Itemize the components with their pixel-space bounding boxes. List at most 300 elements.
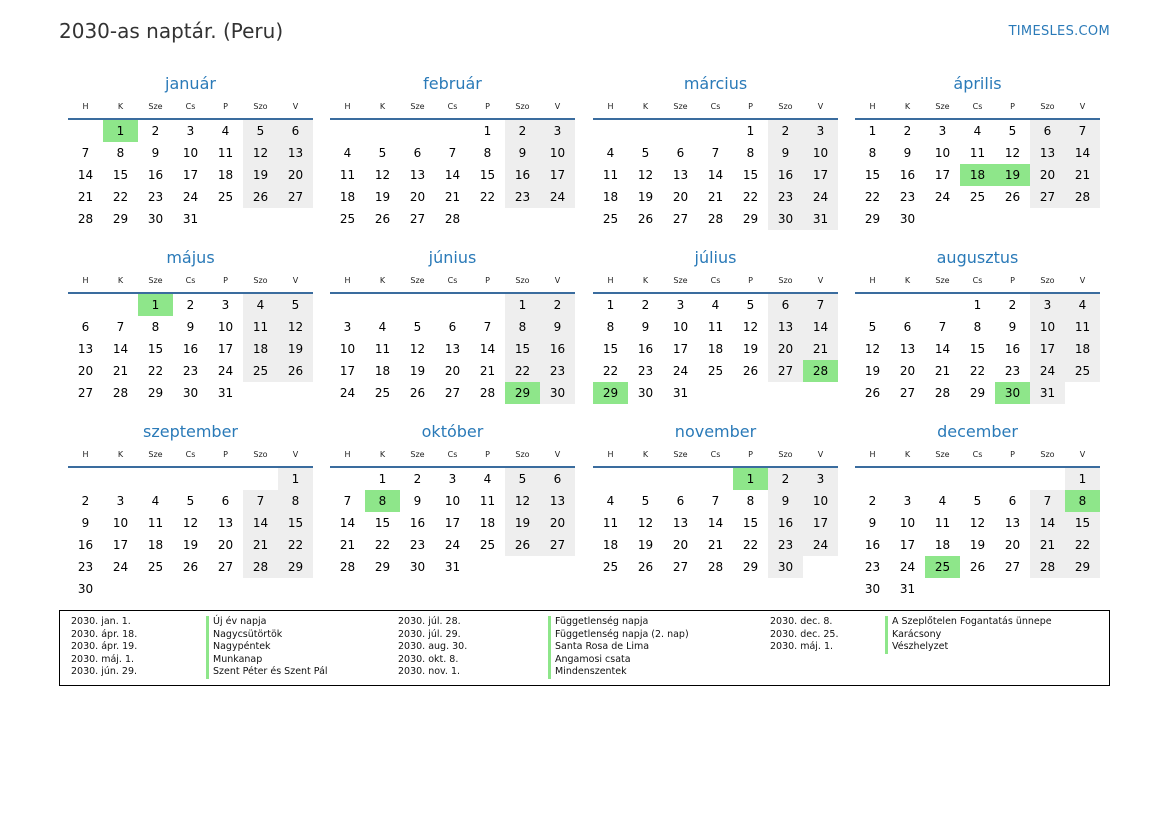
day-cell: 6 (903, 320, 912, 334)
legend-holiday-name: Vészhelyzet (885, 641, 1052, 654)
day-cell: 31 (1030, 382, 1065, 404)
day-cell: 18 (602, 190, 619, 204)
day-cell: 25 (602, 560, 619, 574)
legend-date: 2030. okt. 8. (398, 653, 459, 665)
day-cell: 13 (672, 516, 689, 530)
weekday-label: K (904, 450, 911, 459)
weekday-label: V (554, 102, 561, 111)
day-cell: 1 (973, 298, 982, 312)
month-name: február (423, 74, 482, 93)
day-cell: 10 (444, 494, 461, 508)
day-cell: 22 (1065, 534, 1100, 556)
day-cell: 13 (768, 316, 803, 338)
day-cell: 9 (868, 516, 877, 530)
day-cell: 11 (707, 320, 724, 334)
day-cell: 24 (899, 560, 916, 574)
empty-cell (925, 468, 960, 490)
legend-holiday-name: Karácsony (885, 629, 1052, 642)
day-cell: 26 (409, 386, 426, 400)
day-cell: 1 (278, 468, 313, 490)
day-cell: 2 (413, 472, 422, 486)
legend-dates-col-1 (71, 616, 137, 679)
weekday-label: Szo (778, 450, 793, 459)
day-cell: 24 (803, 186, 838, 208)
weekday-label: V (817, 102, 824, 111)
day-cell: 26 (505, 534, 540, 556)
day-cell: 23 (540, 360, 575, 382)
day-cell: 20 (217, 538, 234, 552)
day-cell: 14 (934, 342, 951, 356)
brand-link[interactable]: TIMESLES.COM (1008, 24, 1110, 39)
empty-cell (173, 468, 208, 490)
day-cell: 17 (339, 364, 356, 378)
weekday-label: Szo (1040, 450, 1055, 459)
day-cell: 26 (969, 560, 986, 574)
day-cell: 17 (540, 164, 575, 186)
day-grid (330, 468, 575, 578)
day-cell: 20 (1030, 164, 1065, 186)
day-cell: 30 (147, 212, 164, 226)
day-cell: 16 (182, 342, 199, 356)
day-cell: 7 (1065, 120, 1100, 142)
month-12 (855, 421, 1100, 600)
empty-cell (1030, 468, 1065, 490)
day-cell: 29 (112, 212, 129, 226)
weekday-header (855, 96, 1100, 120)
weekday-label: Sze (935, 102, 950, 111)
day-cell: 1 (606, 298, 615, 312)
day-cell: 17 (899, 538, 916, 552)
day-cell: 12 (864, 342, 881, 356)
day-cell: 27 (540, 534, 575, 556)
day-cell: 16 (540, 338, 575, 360)
day-cell: 13 (672, 168, 689, 182)
day-cell: 25 (147, 560, 164, 574)
day-cell: 3 (116, 494, 125, 508)
day-cell: 7 (81, 146, 90, 160)
day-cell: 25 (969, 190, 986, 204)
weekday-label: Szo (253, 276, 268, 285)
day-cell: 18 (217, 168, 234, 182)
day-cell: 6 (768, 294, 803, 316)
weekday-label: Szo (515, 450, 530, 459)
day-cell: 10 (934, 146, 951, 160)
day-cell: 6 (448, 320, 457, 334)
day-cell: 17 (672, 342, 689, 356)
day-cell: 3 (903, 494, 912, 508)
day-cell: 4 (973, 124, 982, 138)
weekday-label: Sze (673, 276, 688, 285)
day-cell: 28 (707, 212, 724, 226)
day-cell: 27 (1004, 560, 1021, 574)
day-cell: 5 (186, 494, 195, 508)
day-cell: 7 (448, 146, 457, 160)
legend-names-col-3 (885, 616, 1052, 654)
day-cell: 27 (899, 386, 916, 400)
weekday-label: P (223, 102, 228, 111)
day-cell: 27 (409, 212, 426, 226)
day-cell: 5 (378, 146, 387, 160)
day-cell: 27 (278, 186, 313, 208)
day-cell: 10 (217, 320, 234, 334)
day-cell: 24 (112, 560, 129, 574)
day-cell: 6 (413, 146, 422, 160)
day-cell: 11 (602, 168, 619, 182)
weekday-label: K (642, 450, 649, 459)
day-cell: 20 (278, 164, 313, 186)
day-cell: 10 (672, 320, 689, 334)
day-cell: 19 (969, 538, 986, 552)
weekday-label: Szo (515, 102, 530, 111)
weekday-label: K (117, 450, 124, 459)
day-cell: 8 (746, 146, 755, 160)
day-cell: 9 (505, 142, 540, 164)
day-cell: 25 (374, 386, 391, 400)
day-cell: 10 (803, 142, 838, 164)
day-cell: 26 (374, 212, 391, 226)
weekday-label: P (485, 450, 490, 459)
day-cell: 15 (742, 168, 759, 182)
day-cell: 24 (182, 190, 199, 204)
month-5 (68, 247, 313, 404)
day-cell: 5 (505, 468, 540, 490)
day-cell: 22 (864, 190, 881, 204)
day-cell: 7 (343, 494, 352, 508)
holiday-day-cell: 1 (138, 294, 173, 316)
legend-date: 2030. máj. 1. (71, 653, 135, 665)
day-cell: 4 (711, 298, 720, 312)
day-cell: 18 (1065, 338, 1100, 360)
day-cell: 1 (378, 472, 387, 486)
day-cell: 15 (742, 516, 759, 530)
weekday-label: K (379, 102, 386, 111)
day-cell: 7 (243, 490, 278, 512)
day-grid (593, 468, 838, 578)
holiday-day-cell: 8 (365, 490, 400, 512)
day-cell: 17 (182, 168, 199, 182)
weekday-label: Sze (148, 276, 163, 285)
day-cell: 10 (1030, 316, 1065, 338)
holiday-day-cell: 18 (960, 164, 995, 186)
weekday-header (68, 270, 313, 294)
day-cell: 22 (969, 364, 986, 378)
weekday-label: P (223, 450, 228, 459)
legend-date: 2030. ápr. 19. (71, 641, 138, 653)
day-cell: 6 (221, 494, 230, 508)
day-cell: 18 (479, 516, 496, 530)
day-cell: 7 (116, 320, 125, 334)
weekday-label: V (292, 102, 299, 111)
empty-cell (400, 294, 435, 316)
holiday-day-cell: 1 (103, 120, 138, 142)
day-cell: 23 (77, 560, 94, 574)
day-cell: 29 (969, 386, 986, 400)
month-8 (855, 247, 1100, 404)
day-cell: 25 (243, 360, 278, 382)
day-cell: 7 (803, 294, 838, 316)
day-cell: 3 (186, 124, 195, 138)
day-cell: 28 (479, 386, 496, 400)
empty-cell (68, 120, 103, 142)
day-cell: 11 (969, 146, 986, 160)
day-cell: 4 (606, 146, 615, 160)
legend-date: 2030. jan. 1. (71, 616, 131, 627)
day-cell: 28 (339, 560, 356, 574)
day-cell: 21 (339, 538, 356, 552)
day-cell: 12 (409, 342, 426, 356)
weekday-label: Sze (673, 102, 688, 111)
day-cell: 14 (243, 512, 278, 534)
weekday-label: P (1010, 450, 1015, 459)
day-cell: 31 (803, 208, 838, 230)
day-cell: 13 (540, 490, 575, 512)
empty-cell (698, 468, 733, 490)
holiday-day-cell: 28 (803, 360, 838, 382)
weekday-label: V (554, 450, 561, 459)
day-cell: 17 (112, 538, 129, 552)
weekday-label: Cs (972, 450, 983, 459)
day-cell: 19 (409, 364, 426, 378)
day-cell: 18 (243, 338, 278, 360)
day-cell: 28 (707, 560, 724, 574)
day-cell: 22 (742, 190, 759, 204)
day-cell: 14 (1065, 142, 1100, 164)
empty-cell (890, 294, 925, 316)
day-cell: 6 (540, 468, 575, 490)
day-cell: 23 (768, 186, 803, 208)
day-cell: 23 (505, 186, 540, 208)
day-cell: 11 (217, 146, 234, 160)
holiday-day-cell: 8 (1065, 490, 1100, 512)
empty-cell (593, 120, 628, 142)
day-cell: 19 (374, 190, 391, 204)
day-cell: 16 (505, 164, 540, 186)
day-cell: 12 (278, 316, 313, 338)
day-cell: 25 (339, 212, 356, 226)
day-cell: 22 (479, 190, 496, 204)
day-cell: 26 (742, 364, 759, 378)
day-cell: 8 (973, 320, 982, 334)
day-cell: 10 (899, 516, 916, 530)
weekday-label: V (554, 276, 561, 285)
empty-cell (330, 468, 365, 490)
day-cell: 19 (742, 342, 759, 356)
day-cell: 16 (768, 164, 803, 186)
weekday-label: H (344, 450, 351, 459)
day-cell: 29 (147, 386, 164, 400)
weekday-label: V (817, 276, 824, 285)
month-6 (330, 247, 575, 404)
day-cell: 9 (768, 142, 803, 164)
legend-date: 2030. jún. 29. (71, 666, 138, 678)
day-cell: 26 (864, 386, 881, 400)
empty-cell (890, 468, 925, 490)
day-cell: 18 (707, 342, 724, 356)
day-cell: 5 (641, 146, 650, 160)
day-grid (593, 120, 838, 230)
day-cell: 14 (479, 342, 496, 356)
day-cell: 29 (864, 212, 881, 226)
empty-cell (103, 468, 138, 490)
day-cell: 17 (217, 342, 234, 356)
day-cell: 26 (1004, 190, 1021, 204)
day-cell: 17 (934, 168, 951, 182)
weekday-header (593, 444, 838, 468)
empty-cell (330, 120, 365, 142)
weekday-label: P (223, 276, 228, 285)
day-cell: 15 (969, 342, 986, 356)
weekday-label: Sze (673, 450, 688, 459)
day-grid (330, 120, 575, 230)
empty-cell (68, 294, 103, 316)
empty-cell (208, 468, 243, 490)
empty-cell (138, 468, 173, 490)
empty-cell (698, 120, 733, 142)
weekday-header (855, 444, 1100, 468)
day-cell: 9 (413, 494, 422, 508)
day-cell: 28 (1030, 556, 1065, 578)
day-cell: 17 (1030, 338, 1065, 360)
month-9 (68, 421, 313, 600)
empty-cell (68, 468, 103, 490)
day-cell: 25 (602, 212, 619, 226)
day-cell: 7 (938, 320, 947, 334)
day-cell: 4 (243, 294, 278, 316)
day-cell: 20 (672, 190, 689, 204)
day-cell: 27 (444, 386, 461, 400)
day-cell: 5 (641, 494, 650, 508)
day-cell: 16 (768, 512, 803, 534)
day-cell: 13 (278, 142, 313, 164)
day-cell: 6 (278, 120, 313, 142)
day-cell: 11 (147, 516, 164, 530)
empty-cell (995, 468, 1030, 490)
day-cell: 30 (864, 582, 881, 596)
day-cell: 20 (444, 364, 461, 378)
day-cell: 19 (505, 512, 540, 534)
day-cell: 18 (147, 538, 164, 552)
weekday-label: V (817, 450, 824, 459)
day-cell: 14 (707, 516, 724, 530)
day-cell: 21 (444, 190, 461, 204)
day-grid (68, 120, 313, 230)
legend-date: 2030. dec. 25. (770, 628, 839, 640)
day-cell: 8 (278, 490, 313, 512)
weekday-header (330, 444, 575, 468)
day-cell: 11 (339, 168, 356, 182)
weekday-label: H (344, 276, 351, 285)
day-cell: 14 (707, 168, 724, 182)
day-cell: 3 (540, 120, 575, 142)
holiday-legend (59, 610, 1110, 686)
day-cell: 9 (903, 146, 912, 160)
day-cell: 20 (1004, 538, 1021, 552)
day-cell: 21 (243, 534, 278, 556)
weekday-label: K (642, 102, 649, 111)
weekday-label: H (607, 450, 614, 459)
day-cell: 15 (374, 516, 391, 530)
weekday-label: K (642, 276, 649, 285)
day-cell: 13 (217, 516, 234, 530)
day-cell: 23 (637, 364, 654, 378)
day-cell: 8 (116, 146, 125, 160)
day-cell: 12 (505, 490, 540, 512)
day-cell: 15 (112, 168, 129, 182)
day-cell: 11 (1065, 316, 1100, 338)
day-cell: 26 (278, 360, 313, 382)
day-cell: 31 (217, 386, 234, 400)
day-cell: 19 (637, 190, 654, 204)
day-cell: 23 (182, 364, 199, 378)
day-cell: 1 (1065, 468, 1100, 490)
day-cell: 12 (742, 320, 759, 334)
day-cell: 15 (278, 512, 313, 534)
day-cell: 22 (742, 538, 759, 552)
day-cell: 2 (540, 294, 575, 316)
day-cell: 16 (77, 538, 94, 552)
day-cell: 9 (151, 146, 160, 160)
day-cell: 24 (339, 386, 356, 400)
day-cell: 28 (243, 556, 278, 578)
day-cell: 27 (1030, 186, 1065, 208)
month-11 (593, 421, 838, 578)
day-cell: 5 (413, 320, 422, 334)
day-cell: 18 (602, 538, 619, 552)
day-cell: 19 (243, 164, 278, 186)
day-cell: 8 (483, 146, 492, 160)
day-cell: 2 (81, 494, 90, 508)
day-cell: 4 (483, 472, 492, 486)
legend-holiday-name: Függetlenség napja (2. nap) (548, 629, 689, 642)
day-cell: 25 (1065, 360, 1100, 382)
day-cell: 31 (899, 582, 916, 596)
month-name: december (937, 422, 1018, 441)
day-cell: 18 (339, 190, 356, 204)
legend-date: 2030. máj. 1. (770, 641, 834, 653)
empty-cell (925, 294, 960, 316)
weekday-label: Sze (935, 276, 950, 285)
day-cell: 10 (803, 490, 838, 512)
weekday-label: Szo (515, 276, 530, 285)
day-cell: 21 (77, 190, 94, 204)
month-10 (330, 421, 575, 578)
day-grid (68, 468, 313, 600)
weekday-label: Sze (148, 102, 163, 111)
day-cell: 23 (864, 560, 881, 574)
weekday-label: Szo (1040, 276, 1055, 285)
weekday-label: V (292, 450, 299, 459)
empty-cell (243, 468, 278, 490)
day-cell: 28 (1065, 186, 1100, 208)
day-cell: 22 (602, 364, 619, 378)
day-cell: 17 (444, 516, 461, 530)
weekday-label: Sze (410, 450, 425, 459)
day-cell: 7 (711, 146, 720, 160)
month-name: szeptember (142, 422, 238, 441)
day-grid (855, 120, 1100, 230)
day-cell: 12 (243, 142, 278, 164)
empty-cell (435, 120, 470, 142)
day-grid (855, 294, 1100, 404)
empty-cell (365, 294, 400, 316)
weekday-label: H (82, 102, 89, 111)
day-cell: 10 (182, 146, 199, 160)
day-cell: 16 (1004, 342, 1021, 356)
weekday-label: H (82, 276, 89, 285)
weekday-header (330, 270, 575, 294)
day-cell: 18 (374, 364, 391, 378)
empty-cell (330, 294, 365, 316)
